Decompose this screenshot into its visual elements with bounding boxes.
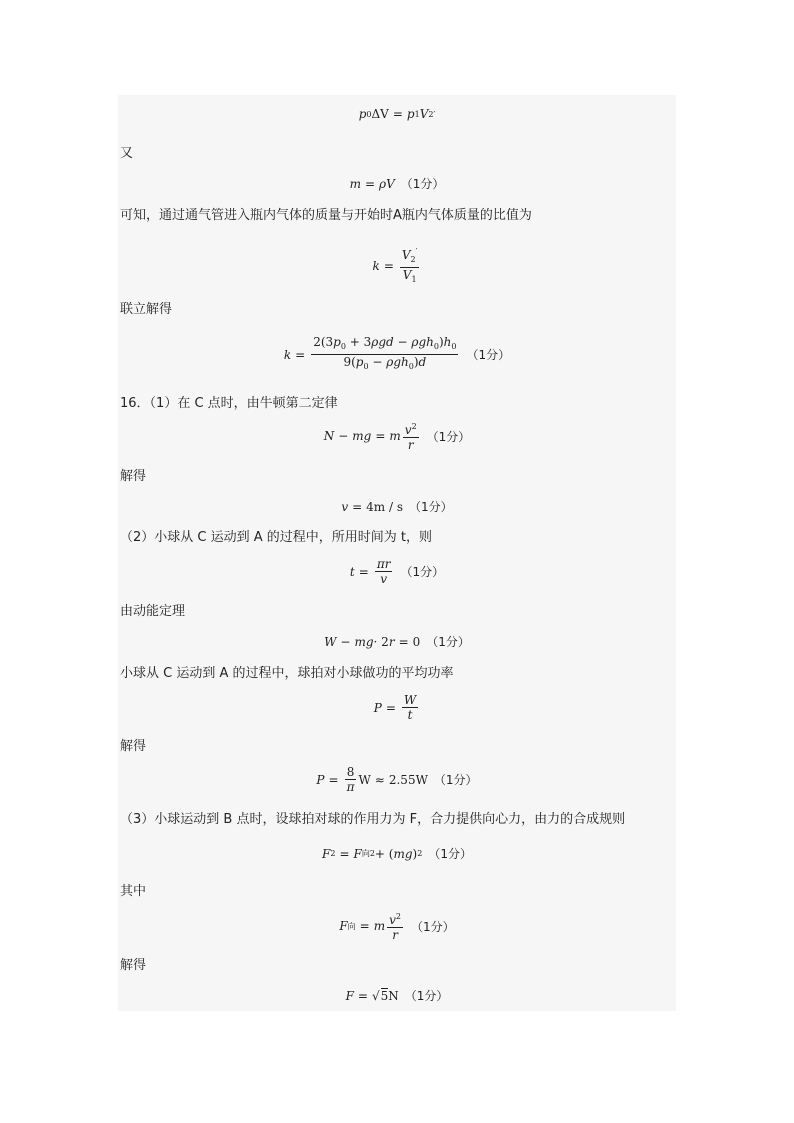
equation-work-energy: W − mg · 2 r = 0 （1分） (324, 634, 470, 649)
text-qizhong: 其中 (120, 884, 147, 899)
score-note: （1分） (466, 348, 511, 362)
equation-newton-second: N − mg = m $\frac{v^2}{r}$ （1分） (323, 422, 471, 452)
score-note: （1分） (426, 635, 470, 649)
equation-time: t = $\frac{\pi r}{v}$ （1分） (349, 557, 445, 586)
text-q16-part2: （2）小球从 C 运动到 A 的过程中，所用时间为 t，则 (120, 530, 433, 545)
equation-centripetal-force: F 向 = m $\frac{v^2}{r}$ （1分） (339, 912, 455, 942)
equation-gas-1: p 0 ΔV = p 1 V 2 ′ (358, 107, 436, 121)
equation-velocity: v = 4m / s （1分） (341, 499, 453, 514)
fraction: $\frac{8}{\pi}$ (346, 765, 355, 794)
score-note: （1分） (400, 565, 445, 579)
text-dongneng: 由动能定理 (120, 604, 186, 619)
equation-k-result: k = $\frac{2(3p_0 + 3\rho gd - \rho gh_0)h_0}{9(p_0 - \rho gh_0)d}$ （1分） (118, 335, 676, 374)
equation-force-result: F = √ 5 N （1分） (345, 988, 449, 1003)
equation-power-def: P = $\frac{W}{t}$ (373, 693, 417, 722)
fraction: $\frac{W}{t}$ (403, 693, 417, 722)
text-lianli: 联立解得 (120, 302, 173, 317)
text-jiede-2: 解得 (120, 739, 147, 754)
answer-page (118, 95, 676, 1011)
score-note: （1分） (404, 989, 449, 1003)
text-q16-part3: （3）小球运动到 B 点时，设球拍对球的作用力为 F，合力提供向心力，由力的合成规则 (120, 812, 626, 827)
equation-ratio-k: k = $\frac{V_2'}{V_1}$ (118, 245, 676, 287)
text-you: 又 (120, 146, 134, 161)
equation-power-result: P = $\frac{8}{\pi}$ W ≈ 2.55W （1分） (316, 765, 478, 794)
score-note: （1分） (426, 429, 471, 444)
fraction: $\frac{2(3p_0 + 3\rho gd - \rho gh_0)h_0}{9(p_0 - \rho gh_0)d}$ (313, 335, 457, 371)
score-note: （1分） (409, 500, 453, 514)
text-pingjun: 小球从 C 运动到 A 的过程中，球拍对小球做功的平均功率 (120, 666, 454, 681)
fraction: $\frac{\pi r}{v}$ (376, 557, 391, 586)
score-note: （1分） (400, 177, 445, 191)
fraction: $\frac{v^2}{r}$ (389, 912, 401, 942)
text-q16-part1: 16．（1）在 C 点时，由牛顿第二定律 (120, 396, 338, 411)
fraction: $\frac{v^2}{r}$ (404, 422, 417, 452)
score-note: （1分） (428, 847, 472, 861)
fraction: $\frac{V_2'}{V_1}$ (401, 247, 418, 284)
text-kezhi: 可知，通过通气管进入瓶内气体的质量与开始时A瓶内气体质量的比值为 (120, 208, 532, 223)
text-jiede-3: 解得 (120, 958, 147, 973)
score-note: （1分） (433, 773, 478, 787)
score-note: （1分） (411, 919, 455, 934)
text-jiede-1: 解得 (120, 469, 147, 484)
equation-force-composition: F 2 = F 向 2 + ( mg ) 2 （1分） (322, 846, 472, 861)
equation-mass: m = ρV （1分） (349, 176, 445, 191)
